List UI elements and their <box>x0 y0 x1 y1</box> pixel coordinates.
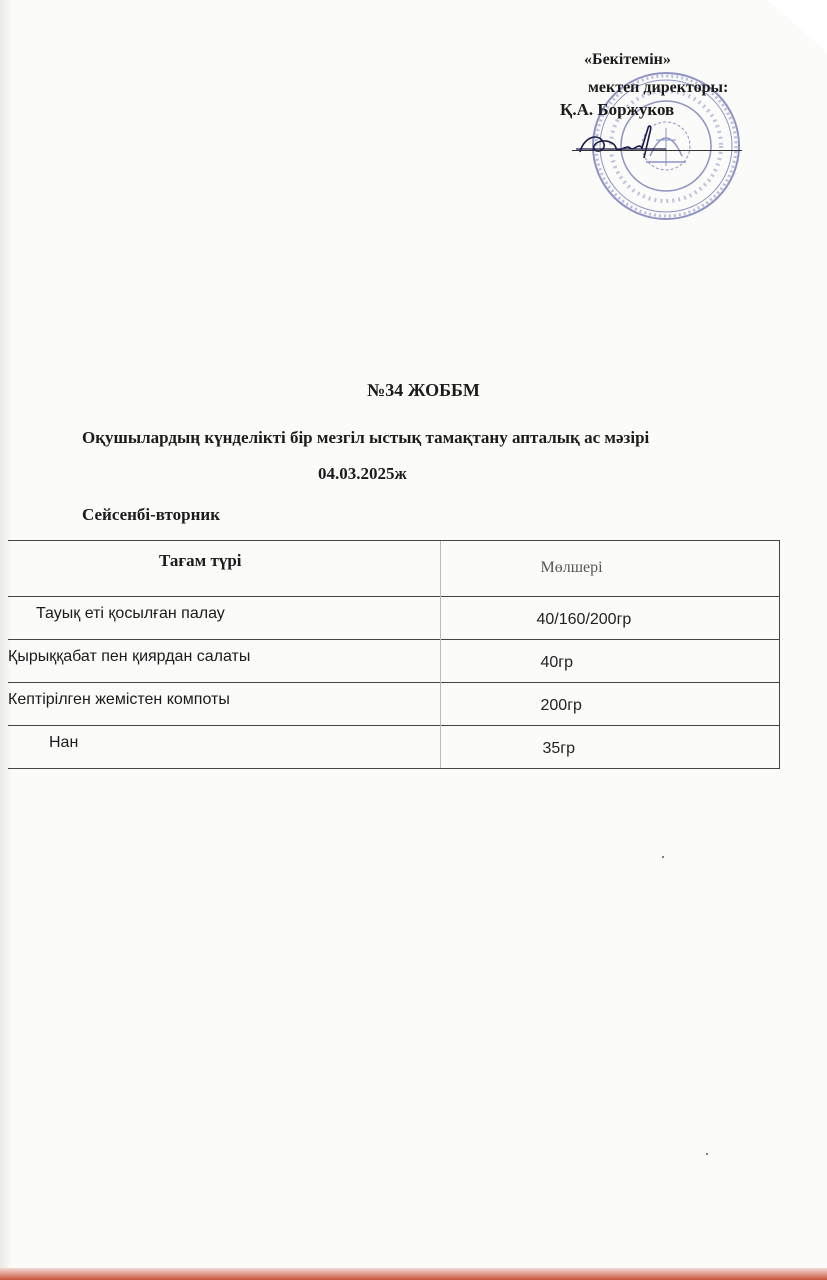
menu-date: 04.03.2025ж <box>318 464 407 483</box>
approval-heading: «Бекітемін» <box>584 51 671 68</box>
table-row <box>8 726 780 769</box>
menu-table <box>8 540 780 769</box>
amount-cell: 35гр <box>440 726 780 769</box>
scan-speck <box>662 856 664 858</box>
amount-cell: 40/160/200гр <box>440 597 780 640</box>
approval-position: мектеп директоры: <box>588 79 729 96</box>
dish-cell: Қырыққабат пен қиярдан салаты <box>8 640 440 683</box>
header-dish-type: Тағам түрі <box>8 541 440 597</box>
school-name: №34 ЖОББМ <box>367 380 480 400</box>
menu-day: Сейсенбі-вторник <box>82 505 221 524</box>
table-row <box>8 597 780 640</box>
table-header-row <box>8 541 780 597</box>
dish-cell: Тауық еті қосылған палау <box>8 597 440 640</box>
dish-cell: Кептірілген жемістен компоты <box>8 683 440 726</box>
dish-cell: Нан <box>8 726 440 769</box>
amount-cell: 200гр <box>440 683 780 726</box>
scan-bottom-strip <box>0 1268 827 1280</box>
approval-director-name: Қ.А. Боржуков <box>560 100 675 119</box>
table-row <box>8 640 780 683</box>
amount-cell: 40гр <box>440 640 780 683</box>
header-amount: Мөлшері <box>440 541 780 597</box>
handwritten-signature <box>570 118 680 168</box>
folded-corner <box>767 0 827 52</box>
table-row <box>8 683 780 726</box>
signature-line <box>572 150 742 151</box>
menu-title: Оқушылардың күнделікті бір мезгіл ыстық тамақтану апталық ас мәзірі <box>82 428 650 447</box>
scan-speck <box>706 1153 708 1155</box>
